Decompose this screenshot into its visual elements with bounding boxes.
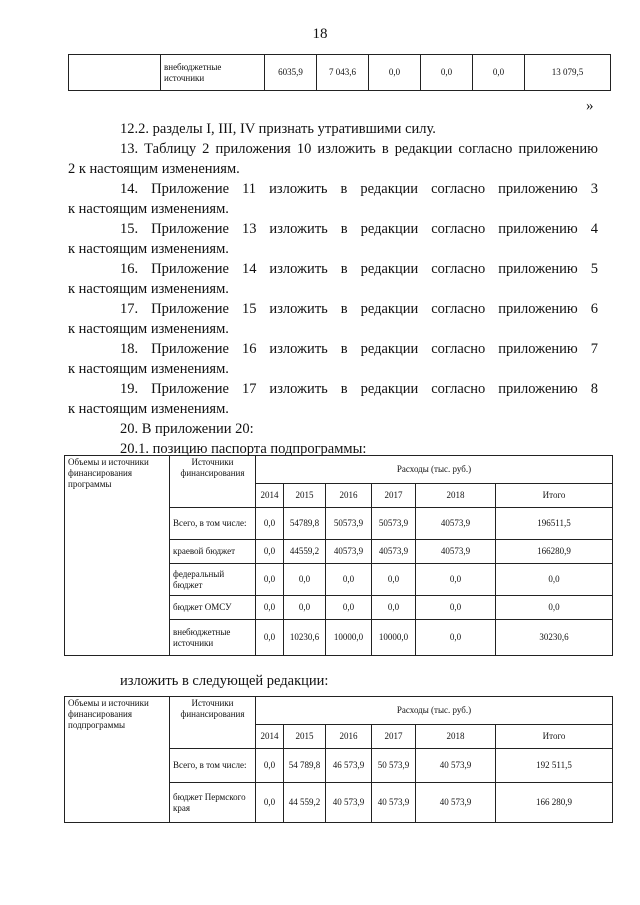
table-cell: 0,0 [256,564,284,596]
paragraph: 14. Приложение 11 изложить в редакции согласно приложению 3 [120,181,598,197]
table-cell: 0,0 [416,596,496,620]
paragraph: к настоящим изменениям. [68,321,229,337]
table-cell: 13 079,5 [525,55,611,91]
table-cell: 50 573,9 [372,749,416,783]
table-cell: 0,0 [326,564,372,596]
paragraph: к настоящим изменениям. [68,361,229,377]
table-cell: 0,0 [416,620,496,656]
total-header: Итого [496,484,613,508]
table-cell: 40 573,9 [326,783,372,823]
table-cell: 54789,8 [284,508,326,540]
quote-close: » [586,98,594,114]
table-cell: 0,0 [256,783,284,823]
paragraph: к настоящим изменениям. [68,241,229,257]
page-number: 18 [312,26,328,42]
table-cell: 50573,9 [326,508,372,540]
financing-table-new [64,696,613,823]
table-cell: 10000,0 [372,620,416,656]
paragraph: изложить в следующей редакции: [120,673,329,689]
year-header: 2017 [372,484,416,508]
sources-header: Источники финансирования [170,456,256,508]
table-cell: 10230,6 [284,620,326,656]
paragraph: 2 к настоящим изменениям. [68,161,240,177]
total-header: Итого [496,725,613,749]
row-label: федеральный бюджет [170,564,256,596]
table-cell: 40 573,9 [416,749,496,783]
table-cell: 0,0 [326,596,372,620]
table-cell: 40573,9 [326,540,372,564]
table-cell: 0,0 [421,55,473,91]
program-label: Объемы и источники финансирования программы [65,456,170,656]
paragraph: к настоящим изменениям. [68,201,229,217]
program-label: Объемы и источники финансирования подпрограммы [65,697,170,823]
table-cell: 0,0 [256,620,284,656]
paragraph: 20.1. позицию паспорта подпрограммы: [120,441,367,457]
table-cell: 44559,2 [284,540,326,564]
year-header: 2017 [372,725,416,749]
table-cell: 0,0 [416,564,496,596]
table-cell: 30230,6 [496,620,613,656]
table-cell: 40 573,9 [416,783,496,823]
table-cell: 192 511,5 [496,749,613,783]
row-label: бюджет ОМСУ [170,596,256,620]
table-cell: 166280,9 [496,540,613,564]
table-cell: 0,0 [372,596,416,620]
year-header: 2018 [416,484,496,508]
table-cell: 10000,0 [326,620,372,656]
row-label: внебюджетные источники [170,620,256,656]
paragraph: 20. В приложении 20: [120,421,254,437]
expenses-header: Расходы (тыс. руб.) [256,697,613,725]
table-cell: 6035,9 [265,55,317,91]
table-cell: 46 573,9 [326,749,372,783]
row-label: Всего, в том числе: [170,508,256,540]
table-cell: 50573,9 [372,508,416,540]
table-cell: 44 559,2 [284,783,326,823]
year-header: 2014 [256,484,284,508]
table-cell: 0,0 [256,508,284,540]
expenses-header: Расходы (тыс. руб.) [256,456,613,484]
row-label: краевой бюджет [170,540,256,564]
paragraph: к настоящим изменениям. [68,281,229,297]
paragraph: 19. Приложение 17 изложить в редакции согласно приложению 8 [120,381,598,397]
paragraph: 16. Приложение 14 изложить в редакции согласно приложению 5 [120,261,598,277]
year-header: 2015 [284,725,326,749]
table-cell [69,55,161,91]
table-cell: 0,0 [496,596,613,620]
table-cell: 0,0 [369,55,421,91]
year-header: 2016 [326,484,372,508]
table-cell: 54 789,8 [284,749,326,783]
continuation-table [68,54,611,91]
table-cell: 0,0 [372,564,416,596]
table-cell: 7 043,6 [317,55,369,91]
financing-table-old [64,455,613,656]
table-cell: 0,0 [256,540,284,564]
paragraph: 12.2. разделы I, III, IV признать утратившими силу. [120,121,436,137]
table-cell: 0,0 [496,564,613,596]
row-label: бюджет Пермского края [170,783,256,823]
table-cell: 40573,9 [372,540,416,564]
paragraph: 17. Приложение 15 изложить в редакции согласно приложению 6 [120,301,598,317]
paragraph: к настоящим изменениям. [68,401,229,417]
paragraph: 13. Таблицу 2 приложения 10 изложить в редакции согласно приложению [120,141,598,157]
table-cell: 196511,5 [496,508,613,540]
row-label: внебюджетные источники [161,55,265,91]
year-header: 2015 [284,484,326,508]
sources-header: Источники финансирования [170,697,256,749]
table-cell: 0,0 [256,596,284,620]
table-cell: 40 573,9 [372,783,416,823]
table-cell: 40573,9 [416,508,496,540]
year-header: 2014 [256,725,284,749]
paragraph: 18. Приложение 16 изложить в редакции согласно приложению 7 [120,341,598,357]
table-cell: 0,0 [284,564,326,596]
row-label: Всего, в том числе: [170,749,256,783]
year-header: 2018 [416,725,496,749]
table-cell: 0,0 [473,55,525,91]
table-cell: 0,0 [256,749,284,783]
paragraph: 15. Приложение 13 изложить в редакции согласно приложению 4 [120,221,598,237]
table-cell: 166 280,9 [496,783,613,823]
table-cell: 0,0 [284,596,326,620]
year-header: 2016 [326,725,372,749]
table-cell: 40573,9 [416,540,496,564]
